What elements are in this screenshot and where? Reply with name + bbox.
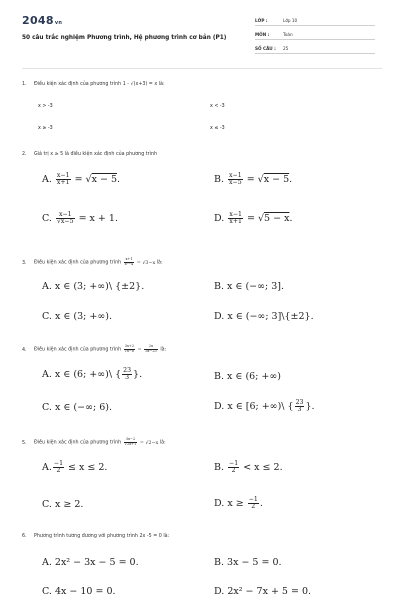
site-logo[interactable]: 2048vn bbox=[22, 14, 63, 27]
meta-subject: MÔN : Toán bbox=[255, 32, 375, 37]
q5-option-b[interactable]: B. $\frac{-1}{2}$ < x ≤ 2. bbox=[214, 460, 283, 475]
meta-class: LỚP : Lớp 10 bbox=[255, 18, 375, 23]
q2-option-d[interactable]: D. $\frac{x-1}{x+1}$ = √5 − x. bbox=[214, 211, 293, 226]
q1-option-a[interactable]: x > -3 bbox=[38, 104, 53, 109]
page-title: 50 câu trắc nghiệm Phương trình, Hệ phương trình cơ bản (P1) bbox=[22, 35, 227, 41]
q2-option-a[interactable]: A. $\frac{x-1}{x+1}$ = √x − 5. bbox=[42, 172, 121, 187]
q6-option-b[interactable]: B. 3x − 5 = 0. bbox=[214, 557, 282, 568]
question-4: 4. Điều kiện xác định của phương trình $\frac{3x+2}{√x-6}$ = $\frac{2x}{3x-23}$ là: bbox=[22, 344, 167, 353]
question-5: 5. Điều kiện xác định của phương trình $\frac{3x-2}{√2x+1}$ = √2−x là: bbox=[22, 437, 166, 446]
q4-option-c[interactable]: C. x ∈ (−∞; 6). bbox=[42, 402, 112, 413]
q6-option-d[interactable]: D. 2x² − 7x + 5 = 0. bbox=[214, 586, 312, 597]
q2-option-c[interactable]: C. $\frac{x-1}{√x-5}$ = x + 1. bbox=[42, 211, 118, 226]
q4-option-b[interactable]: B. x ∈ (6; +∞) bbox=[214, 371, 282, 382]
q6-option-c[interactable]: C. 4x − 10 = 0. bbox=[42, 586, 116, 597]
q3-option-c[interactable]: C. x ∈ (3; +∞). bbox=[42, 311, 112, 322]
q2-option-b[interactable]: B. $\frac{x-1}{x-5}$ = √x − 5. bbox=[214, 172, 293, 187]
q5-option-a[interactable]: A. $\frac{-1}{2}$ ≤ x ≤ 2. bbox=[42, 460, 108, 475]
question-3: 3. Điều kiện xác định của phương trình $\frac{x+1}{\text{x²−4}}$ = √3−x là: bbox=[22, 257, 163, 266]
header-divider bbox=[22, 68, 382, 69]
q1-option-d[interactable]: x ≤ -3 bbox=[210, 126, 225, 131]
q3-option-a[interactable]: A. x ∈ (3; +∞)\ {±2}. bbox=[42, 281, 145, 292]
question-6: 6. Phương trình tương đương với phương trình 2x -5 = 0 là: bbox=[22, 534, 170, 539]
q6-option-a[interactable]: A. 2x² − 3x − 5 = 0. bbox=[42, 557, 139, 568]
q3-option-b[interactable]: B. x ∈ (−∞; 3]. bbox=[214, 281, 285, 292]
meta-count: SỐ CÂU : 25 bbox=[255, 46, 375, 51]
q1-option-b[interactable]: x < -3 bbox=[210, 104, 225, 109]
question-1: 1. Điều kiện xác định của phương trình 1 - √(x+3) = x là: bbox=[22, 82, 165, 87]
q3-option-d[interactable]: D. x ∈ (−∞; 3]\{±2}. bbox=[214, 311, 314, 322]
question-2: 2. Giá trị x ≥ 5 là điều kiện xác định của phương trình bbox=[22, 152, 158, 157]
q4-option-d[interactable]: D. x ∈ [6; +∞)\ { $\frac{23}{3}$ }. bbox=[214, 399, 315, 414]
q5-option-c[interactable]: C. x ≥ 2. bbox=[42, 499, 84, 510]
q1-option-c[interactable]: x ≥ -3 bbox=[38, 126, 53, 131]
q5-option-d[interactable]: D. x ≥ $\frac{-1}{2}$ . bbox=[214, 496, 263, 511]
q4-option-a[interactable]: A. x ∈ (6; +∞)\ { $\frac{23}{3}$ }. bbox=[42, 367, 143, 382]
